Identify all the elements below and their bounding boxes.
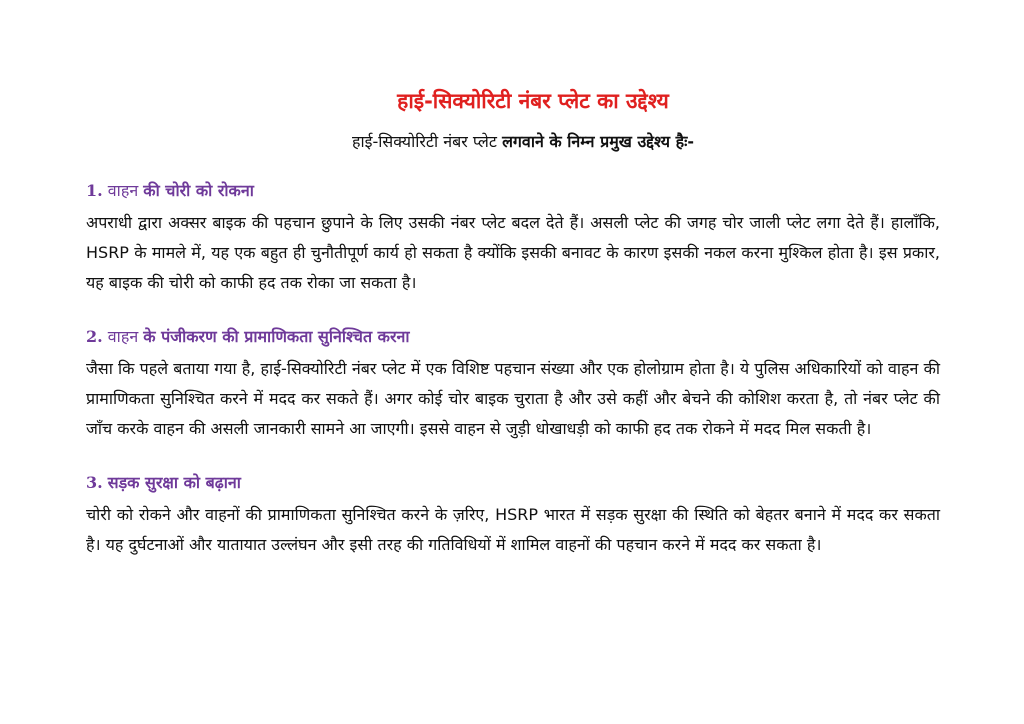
section-3	[86, 470, 940, 560]
section-heading	[86, 470, 940, 496]
section-heading-light: वाहन	[102, 181, 144, 200]
section-paragraph: चोरी को रोकने और वाहनों की प्रामाणिकता सुनिश्चित करने के ज़रिए, HSRP भारत में सड़क सुरक्षा की स्थिति को बेहतर बनाने में मदद कर सकता है। यह दुर्घटनाओं और यातायात उल्लंघन और इसी तरह की गतिविधियों में शामिल वाहनों की पहचान करने में मदद कर सकता है।	[86, 505, 940, 554]
section-heading-bold: के पंजीकरण की प्रामाणिकता सुनिश्चित करना	[143, 327, 410, 346]
page-title: हाई-सिक्योरिटी नंबर प्लेट का उद्देश्य	[397, 89, 669, 113]
section-1	[86, 178, 940, 298]
section-heading	[86, 324, 940, 350]
section-number: 3.	[86, 473, 103, 492]
section-paragraph: जैसा कि पहले बताया गया है, हाई-सिक्योरिटी नंबर प्लेट में एक विशिष्ट पहचान संख्या और एक होलोग्राम होता है। ये पुलिस अधिकारियों को वाहन की प्रामाणिकता सुनिश्चित करने में मदद कर सकते हैं। अगर कोई चोर बाइक चुराता है और उसे कहीं और बेचने की कोशिश करता है, तो नंबर प्लेट की जाँच करके वाहन की असली जानकारी सामने आ जाएगी। इससे वाहन से जुड़ी धोखाधड़ी को काफी हद तक रोकने में मदद मिल सकती है।	[86, 359, 940, 438]
section-heading-bold: सड़क सुरक्षा को बढ़ाना	[107, 473, 241, 492]
section-heading-light: वाहन	[102, 327, 144, 346]
section-heading	[86, 178, 940, 204]
page-subtitle	[86, 128, 940, 156]
section-paragraph: अपराधी द्वारा अक्सर बाइक की पहचान छुपाने के लिए उसकी नंबर प्लेट बदल देते हैं। असली प्लेट की जगह चोर जाली प्लेट लगा देते हैं। हालाँकि, HSRP के मामले में, यह एक बहुत ही चुनौतीपूर्ण कार्य हो सकता है क्योंकि इसकी बनावट के कारण इसकी नकल करना मुश्किल होता है। इस प्रकार, यह बाइक की चोरी को काफी हद तक रोका जा सकता है।	[86, 213, 940, 292]
section-heading-bold: की चोरी को रोकना	[143, 181, 254, 200]
section-number: 2.	[86, 327, 103, 346]
subtitle-bold: लगवाने के निम्न प्रमुख उद्देश्य हैः-	[502, 132, 694, 151]
section-number: 1.	[86, 181, 103, 200]
section-2	[86, 324, 940, 444]
subtitle-normal: हाई-सिक्योरिटी नंबर प्लेट	[352, 132, 503, 151]
